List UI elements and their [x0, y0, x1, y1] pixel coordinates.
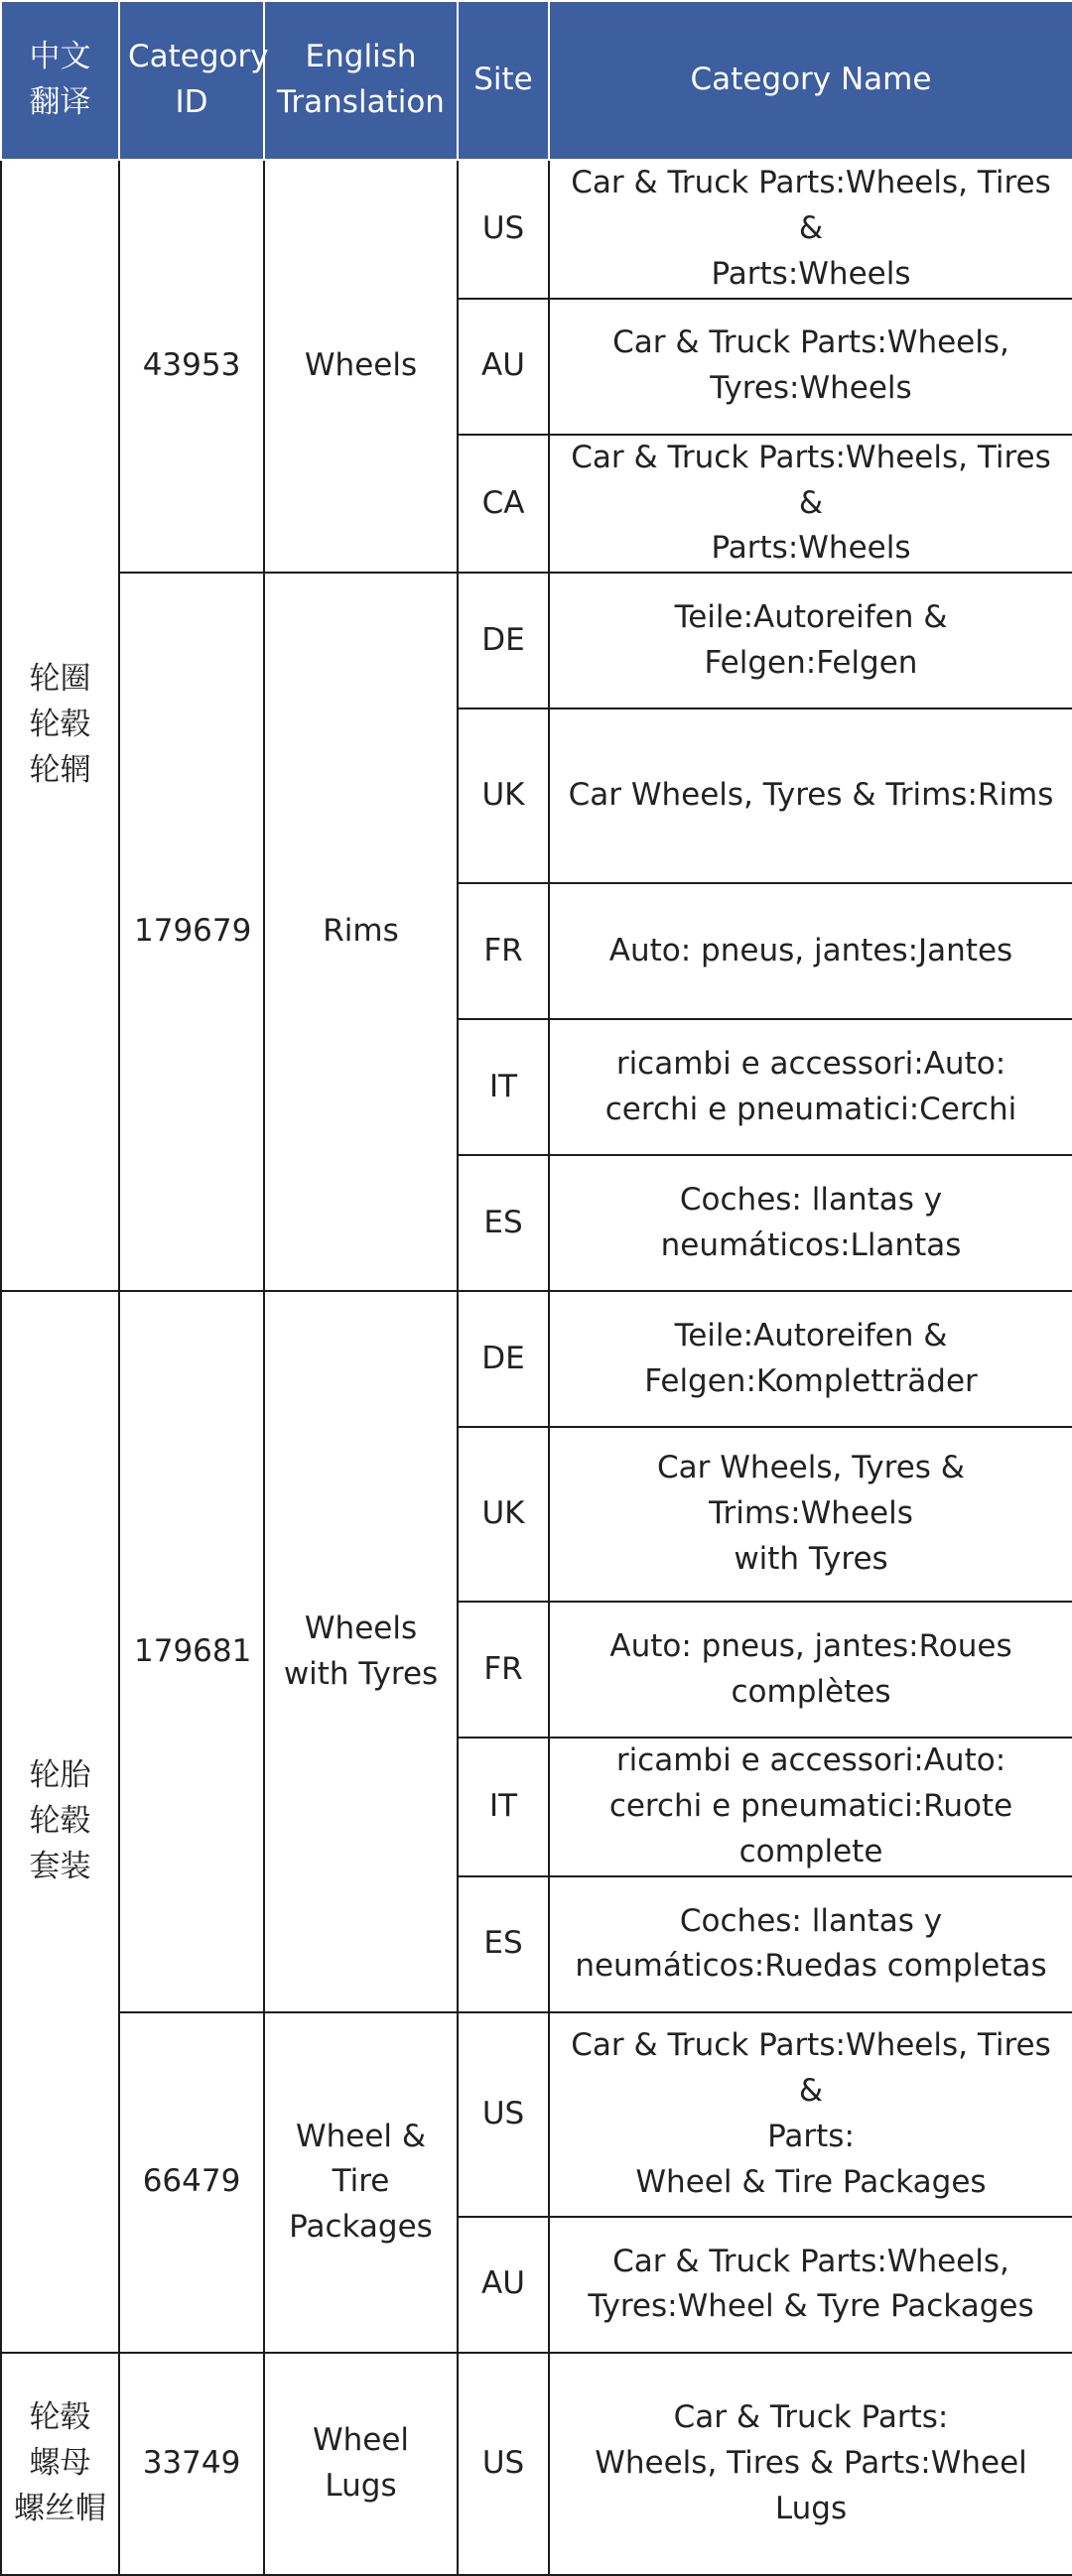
site-code: FR [483, 932, 523, 968]
site-code: ES [483, 1925, 523, 1962]
category-name-cell [549, 1291, 1072, 1427]
category-name: Teile:Autoreifen & Felgen:Kompletträder [644, 1317, 978, 1399]
category-name: Auto: pneus, jantes:Jantes [608, 932, 1013, 968]
category-name-cell [549, 1155, 1072, 1291]
header-id-label: Category ID [128, 39, 269, 120]
site-cell [458, 573, 549, 708]
header-cn [1, 1, 119, 160]
chinese-group-cell [1, 2353, 119, 2575]
category-name: Car Wheels, Tyres & Trims:Wheels with Tyres [657, 1450, 965, 1578]
table-row [1, 573, 1072, 708]
category-name-cell [549, 1602, 1072, 1738]
category-name-cell [549, 1738, 1072, 1876]
site-cell [458, 708, 549, 883]
site-cell [458, 2353, 549, 2575]
table-row [1, 1291, 1072, 1427]
english-translation: Wheels [304, 347, 418, 384]
english-translation-cell [264, 160, 458, 573]
category-name: Car & Truck Parts:Wheels, Tires & Parts:Wheels [571, 439, 1051, 567]
table-body [1, 160, 1072, 2575]
table-row [1, 2353, 1072, 2575]
category-name: Teile:Autoreifen & Felgen:Felgen [674, 598, 948, 681]
site-cell [458, 160, 549, 299]
category-name-cell [549, 299, 1072, 435]
header-cn-label: 中文 翻译 [29, 39, 91, 120]
english-translation: Wheel Lugs [312, 2422, 410, 2504]
site-code: ES [483, 1204, 523, 1240]
chinese-group-cell [1, 160, 119, 1291]
site-code: AU [481, 2265, 525, 2302]
site-code: FR [483, 1650, 523, 1687]
chinese-group-label: 轮圈 轮毂 轮辋 [29, 661, 91, 789]
header-row [1, 1, 1072, 160]
chinese-group-label: 轮胎 轮毂 套装 [29, 1757, 91, 1884]
header-site [458, 1, 549, 160]
english-translation: Rims [323, 913, 399, 950]
category-name-cell [549, 1019, 1072, 1155]
english-translation-cell [264, 1291, 458, 2012]
category-name: ricambi e accessori:Auto: cerchi e pneumatici:Ruote complete [608, 1742, 1013, 1869]
category-name: Car & Truck Parts:Wheels, Tyres:Wheels [612, 324, 1009, 407]
category-name-cell [549, 1427, 1072, 1602]
category-id-cell [119, 160, 264, 573]
table-row [1, 2012, 1072, 2217]
category-name-cell [549, 573, 1072, 708]
site-cell [458, 299, 549, 435]
category-id-cell [119, 2353, 264, 2575]
category-id: 179679 [134, 913, 252, 950]
category-id: 33749 [142, 2444, 241, 2481]
category-name: Car & Truck Parts:Wheels, Tyres:Wheel & Tyre Packages [588, 2243, 1034, 2325]
site-code: AU [481, 347, 525, 384]
site-code: US [481, 2444, 525, 2481]
category-name-cell [549, 2012, 1072, 2217]
category-name: Auto: pneus, jantes:Roues complètes [609, 1627, 1012, 1710]
category-id: 43953 [142, 347, 241, 384]
category-id: 66479 [142, 2163, 241, 2200]
english-translation: Wheel & Tire Packages [289, 2118, 433, 2246]
category-name-cell [549, 2217, 1072, 2353]
category-id: 179681 [134, 1632, 252, 1669]
english-translation: Wheels with Tyres [283, 1610, 439, 1692]
site-cell [458, 1427, 549, 1602]
category-name-cell [549, 883, 1072, 1019]
site-code: US [481, 2095, 525, 2131]
category-name: Coches: llantas y neumáticos:Llantas [660, 1181, 962, 1263]
chinese-group-label: 轮毂 螺母 螺丝帽 [14, 2399, 106, 2526]
site-cell [458, 1602, 549, 1738]
header-category-name [549, 1, 1072, 160]
site-cell [458, 2217, 549, 2353]
site-code: DE [481, 1340, 525, 1376]
english-translation-cell [264, 2353, 458, 2575]
site-cell [458, 1291, 549, 1427]
category-name: ricambi e accessori:Auto: cerchi e pneumatici:Cerchi [604, 1045, 1017, 1127]
category-name: Car & Truck Parts:Wheels, Tires & Parts: Wheel & Tire Packages [571, 2027, 1051, 2200]
category-name-cell [549, 435, 1072, 574]
site-cell [458, 883, 549, 1019]
category-name: Car & Truck Parts: Wheels, Tires & Parts:Wheel Lugs [595, 2399, 1027, 2526]
site-cell [458, 1738, 549, 1876]
site-cell [458, 1019, 549, 1155]
header-site-label: Site [473, 62, 533, 98]
category-name-cell [549, 160, 1072, 299]
site-code: CA [481, 484, 525, 521]
header-name-label: Category Name [690, 62, 932, 98]
english-translation-cell [264, 573, 458, 1291]
category-name-cell [549, 2353, 1072, 2575]
category-name-cell [549, 708, 1072, 883]
site-cell [458, 435, 549, 574]
header-english-translation [264, 1, 458, 160]
header-en-label: English Translation [277, 39, 445, 120]
category-id-cell [119, 573, 264, 1291]
category-name: Coches: llantas y neumáticos:Ruedas completas [575, 1902, 1047, 1985]
site-code: DE [481, 621, 525, 658]
category-id-cell [119, 2012, 264, 2353]
header-category-id [119, 1, 269, 160]
english-translation-cell [264, 2012, 458, 2353]
site-code: IT [488, 1068, 518, 1104]
category-name: Car Wheels, Tyres & Trims:Rims [568, 777, 1054, 814]
table-row [1, 160, 1072, 299]
site-cell [458, 2012, 549, 2217]
category-name: Car & Truck Parts:Wheels, Tires & Parts:Wheels [571, 165, 1051, 292]
site-code: UK [481, 777, 525, 814]
category-id-cell [119, 1291, 264, 2012]
site-code: UK [481, 1495, 525, 1532]
site-cell [458, 1876, 549, 2012]
category-name-cell [549, 1876, 1072, 2012]
site-cell [458, 1155, 549, 1291]
chinese-group-cell [1, 1291, 119, 2353]
site-code: US [481, 209, 525, 246]
site-code: IT [488, 1788, 518, 1825]
